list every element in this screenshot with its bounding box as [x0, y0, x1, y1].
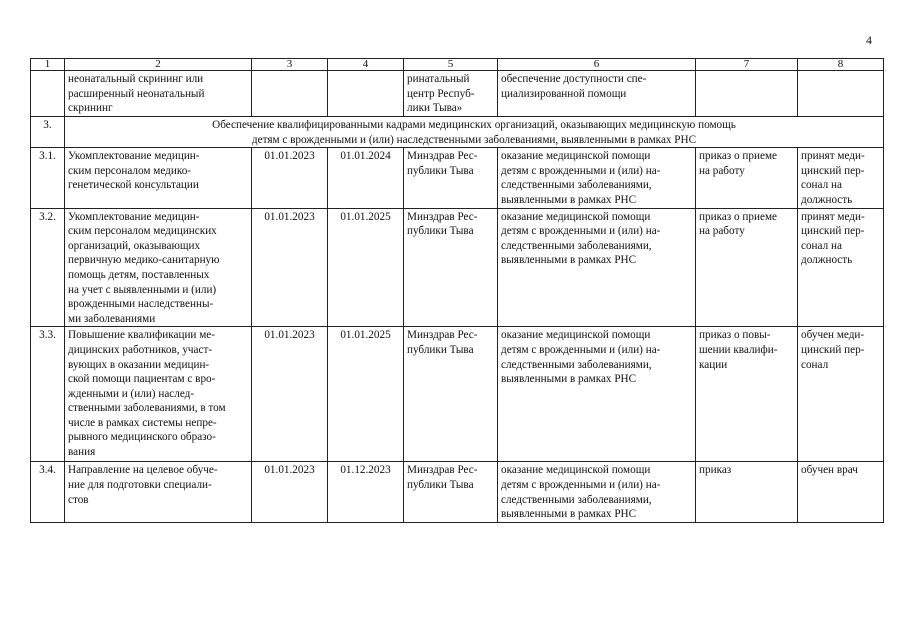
indicator-cell: принят меди- цинский пер- сонал на должность: [798, 148, 884, 208]
executor-cell: Минздрав Рес- публики Тыва: [404, 208, 498, 327]
column-header: 8: [798, 59, 884, 71]
measure-name-cell: неонатальный скрининг или расширенный неонатальный скрининг: [65, 71, 252, 117]
document-cell: [696, 71, 798, 117]
section-row: [31, 117, 884, 148]
column-header: 1: [31, 59, 65, 71]
continuation-row: [31, 71, 884, 117]
start-date-cell: [252, 71, 328, 117]
row-number-cell: 3.4.: [31, 462, 65, 523]
indicator-cell: обучен врач: [798, 462, 884, 523]
column-header: 4: [328, 59, 404, 71]
start-date-cell: 01.01.2023: [252, 327, 328, 462]
section-title: Обеспечение квалифицированными кадрами медицинских организаций, оказывающих медицинскую помощь детям с врожденными и (или) наследственными заболеваниями, выявленными в рамках РНС: [65, 117, 884, 148]
result-cell: оказание медицинской помощи детям с врожденными и (или) на- следственными заболеваниями, выявленными в рамках РНС: [498, 208, 696, 327]
column-header: 5: [404, 59, 498, 71]
result-cell: оказание медицинской помощи детям с врожденными и (или) на- следственными заболеваниями, выявленными в рамках РНС: [498, 148, 696, 208]
table-row: [31, 208, 884, 327]
row-number-cell: [31, 71, 65, 117]
executor-cell: Минздрав Рес- публики Тыва: [404, 462, 498, 523]
measure-name-cell: Укомплектование медицин- ским персоналом медико- генетической консультации: [65, 148, 252, 208]
indicator-cell: обучен меди- цинский пер- сонал: [798, 327, 884, 462]
measure-name-cell: Направление на целевое обуче- ние для подготовки специали- стов: [65, 462, 252, 523]
executor-cell: ринатальный центр Респуб- лики Тыва»: [404, 71, 498, 117]
row-number-cell: 3.1.: [31, 148, 65, 208]
start-date-cell: 01.01.2023: [252, 148, 328, 208]
result-cell: обеспечение доступности спе- циализированной помощи: [498, 71, 696, 117]
document-cell: приказ о приеме на работу: [696, 208, 798, 327]
executor-cell: Минздрав Рес- публики Тыва: [404, 148, 498, 208]
document-cell: приказ о приеме на работу: [696, 148, 798, 208]
column-header: 2: [65, 59, 252, 71]
document-cell: приказ о повы- шении квалифи- кации: [696, 327, 798, 462]
start-date-cell: 01.01.2023: [252, 208, 328, 327]
row-number-cell: 3.3.: [31, 327, 65, 462]
page-number: 4: [866, 33, 872, 47]
row-number-cell: 3.2.: [31, 208, 65, 327]
end-date-cell: [328, 71, 404, 117]
column-header-row: [31, 59, 884, 71]
document-cell: приказ: [696, 462, 798, 523]
column-header: 6: [498, 59, 696, 71]
result-cell: оказание медицинской помощи детям с врожденными и (или) на- следственными заболеваниями, выявленными в рамках РНС: [498, 462, 696, 523]
end-date-cell: 01.12.2023: [328, 462, 404, 523]
indicator-cell: [798, 71, 884, 117]
column-header: 3: [252, 59, 328, 71]
table-row: [31, 462, 884, 523]
executor-cell: Минздрав Рес- публики Тыва: [404, 327, 498, 462]
column-header: 7: [696, 59, 798, 71]
measure-name-cell: Укомплектование медицин- ским персоналом медицинских организаций, оказывающих первичную медико-санитарную помощь детям, поставленных на учет с выявленными и (или) врожденными наследственны- ми заболеваниями: [65, 208, 252, 327]
table-row: [31, 327, 884, 462]
start-date-cell: 01.01.2023: [252, 462, 328, 523]
indicator-cell: принят меди- цинский пер- сонал на должность: [798, 208, 884, 327]
section-number: 3.: [31, 117, 65, 148]
result-cell: оказание медицинской помощи детям с врожденными и (или) на- следственными заболеваниями, выявленными в рамках РНС: [498, 327, 696, 462]
plan-table: [30, 58, 884, 523]
end-date-cell: 01.01.2024: [328, 148, 404, 208]
end-date-cell: 01.01.2025: [328, 327, 404, 462]
end-date-cell: 01.01.2025: [328, 208, 404, 327]
table-row: [31, 148, 884, 208]
measure-name-cell: Повышение квалификации ме- дицинских работников, участ- вующих в оказании медицин- ской помощи пациентам с вро- жденными и (или) наслед- ственными заболеваниями, в том числе в рамках системы непре- рывного медицинского образо- вания: [65, 327, 252, 462]
